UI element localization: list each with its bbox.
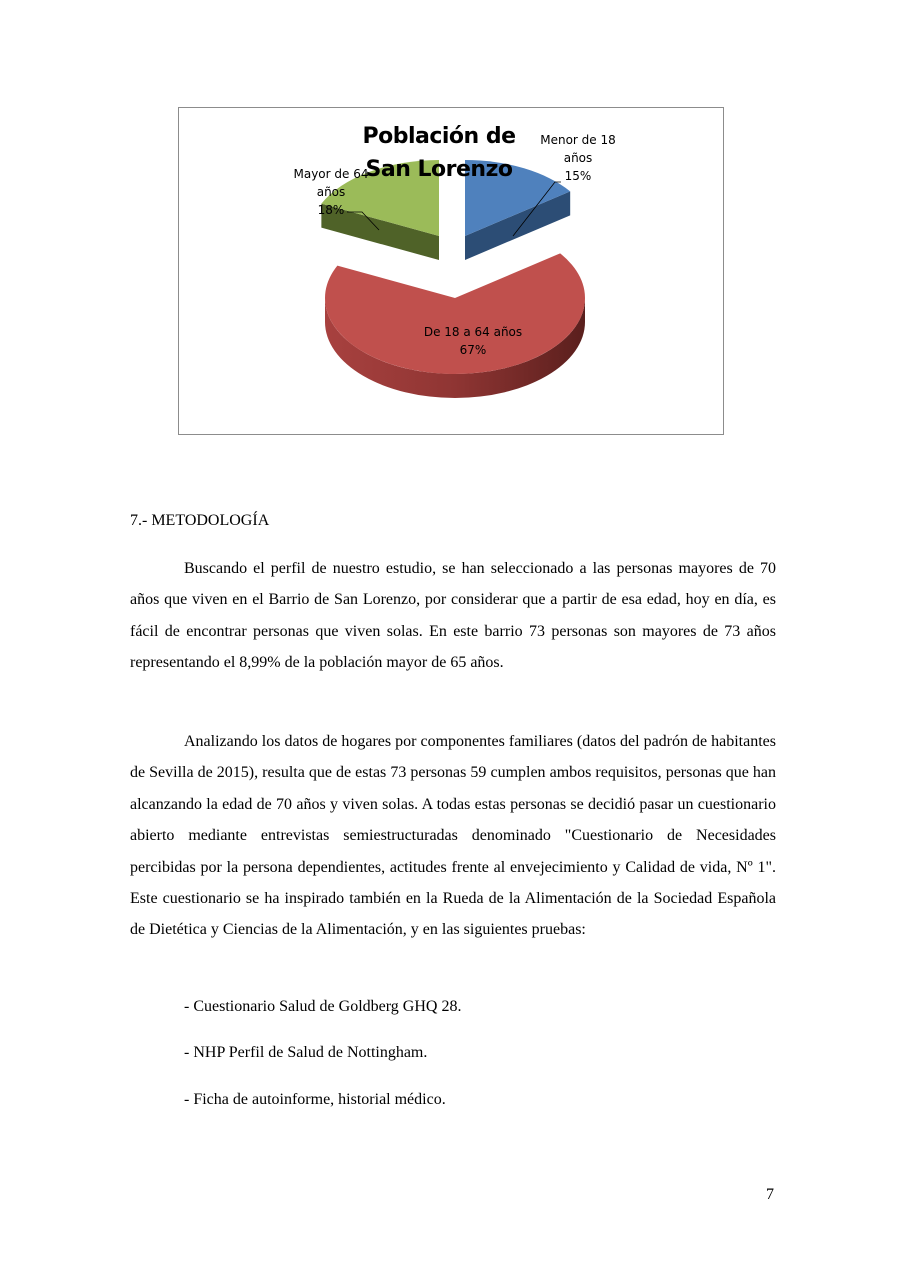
page-number: 7 (766, 1186, 774, 1203)
paragraph-1: Buscando el perfil de nuestro estudio, se han seleccionado a las personas mayores de 70 años que viven en el Barrio de San Lorenzo, por considerar que a partir de esa edad, hoy en día, es fácil de encontrar personas que viven solas. En este barrio 73 personas son mayores de 73 años representando el 8,99% de la población mayor de 65 años. (130, 560, 776, 672)
slice-percent-18-64: 67% (459, 343, 487, 357)
section-heading: 7.- METODOLOGÍA (130, 512, 270, 529)
slice-label-menor-18-line-2: años (563, 151, 593, 165)
list-item-ficha: - Ficha de autoinforme, historial médico. (184, 1091, 446, 1108)
slice-label-menor-18-line-1: Menor de 18 (540, 133, 616, 147)
slice-label-18-64-line-1: De 18 a 64 años (423, 325, 523, 339)
slice-percent-mayor-64: 18% (317, 203, 345, 217)
chart-title-line-1: Población de (362, 124, 516, 149)
chart-title (359, 120, 519, 186)
pie-chart (178, 107, 724, 435)
chart-title-line-2: San Lorenzo (365, 157, 513, 182)
paragraph-2: Analizando los datos de hogares por componentes familiares (datos del padrón de habitantes de Sevilla de 2015), resulta que de estas 73 personas 59 cumplen ambos requisitos, personas que han alcanzando la edad de 70 años y viven solas. A todas estas personas se decidió pasar un cuestionario abierto mediante entrevistas semiestructuradas denominado "Cuestionario de Necesidades percibidas por la persona dependientes, actitudes frente al envejecimiento y Calidad de vida, Nº 1". Este cuestionario se ha inspirado también en la Rueda de la Alimentación de la Sociedad Española de Dietética y Ciencias de la Alimentación, y en las siguientes pruebas: (130, 733, 776, 939)
slice-label-18-64 (413, 323, 533, 359)
list-item-nhp: - NHP Perfil de Salud de Nottingham. (184, 1044, 428, 1061)
slice-label-mayor-64-line-2: años (316, 185, 346, 199)
slice-percent-menor-18: 15% (564, 169, 592, 183)
slice-label-menor-18 (533, 131, 623, 185)
list-item-goldberg: - Cuestionario Salud de Goldberg GHQ 28. (184, 998, 462, 1015)
slice-label-mayor-64 (286, 165, 376, 219)
slice-label-mayor-64-line-1: Mayor de 64 (293, 167, 369, 181)
